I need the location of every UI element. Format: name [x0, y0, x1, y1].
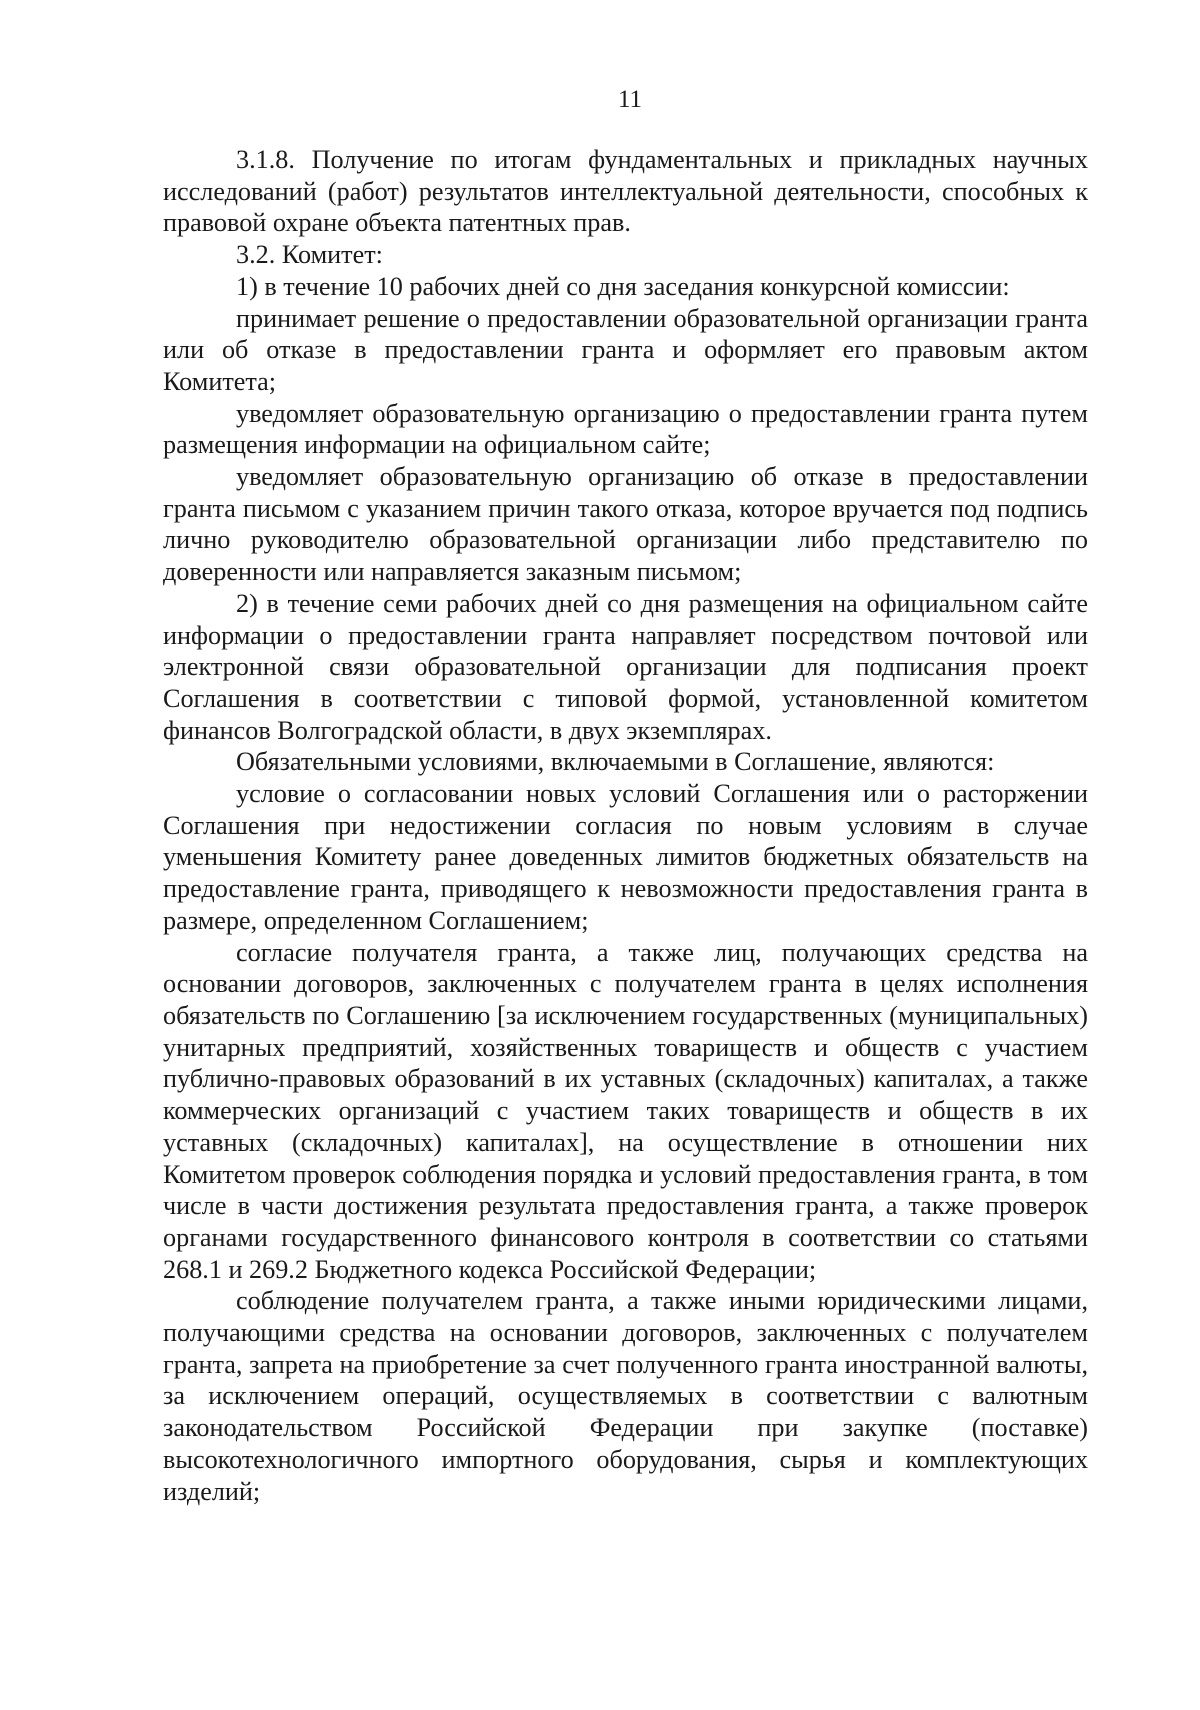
document-body	[163, 144, 1088, 1507]
paragraph-notify-grant: уведомляет образовательную организацию о предоставлении гранта путем размещения информации на официальном сайте;	[163, 398, 1088, 460]
paragraph-condition-consent: согласие получателя гранта, а также лиц, получающих средства на основании договоров, заключенных с получателем гранта в целях исполнения обязательств по Соглашению [за исключением государственных (муниципальных) унитарных предприятий, хозяйственных товариществ и обществ с участием публично-правовых образований в их уставных (складочных) капиталах, а также коммерческих организаций с участием таких товариществ и обществ в их уставных (складочных) капиталах], на осуществление в отношении них Комитетом проверок соблюдения порядка и условий предоставления гранта, в том числе в части достижения результата предоставления гранта, а также проверок органами государственного финансового контроля в соответствии со статьями 268.1 и 269.2 Бюджетного кодекса Российской Федерации;	[163, 937, 1088, 1284]
paragraph-item-2: 2) в течение семи рабочих дней со дня размещения на официальном сайте информации о предоставлении гранта направляет посредством почтовой или электронной связи образовательной организации для подписания проект Соглашения в соответствии с типовой формой, установленной комитетом финансов Волгоградской области, в двух экземплярах.	[163, 588, 1088, 745]
paragraph-item-1: 1) в течение 10 рабочих дней со дня заседания конкурсной комиссии:	[236, 271, 1010, 301]
paragraph-mandatory-conditions: Обязательными условиями, включаемыми в Соглашение, являются:	[236, 747, 995, 777]
paragraph-condition-currency: соблюдение получателем гранта, а также иными юридическими лицами, получающими средства на основании договоров, заключенных с получателем гранта, запрета на приобретение за счет полученного гранта иностранной валюты, за исключением операций, осуществляемых в соответствии с валютным законодательством Российской Федерации при закупке (поставке) высокотехнологичного импортного оборудования, сырья и комплектующих изделий;	[163, 1286, 1088, 1506]
paragraph-3-1-8: 3.1.8. Получение по итогам фундаментальных и прикладных научных исследований (работ) результатов интеллектуальной деятельности, способных к правовой охране объекта патентных прав.	[163, 145, 1088, 238]
paragraph-decision: принимает решение о предоставлении образовательной организации гранта или об отказе в предоставлении гранта и оформляет его правовым актом Комитета;	[163, 303, 1088, 396]
paragraph-condition-renegotiation: условие о согласовании новых условий Соглашения или о расторжении Соглашения при недостижении согласия по новым условиям в случае уменьшения Комитету ранее доведенных лимитов бюджетных обязательств на предоставление гранта, приводящего к невозможности предоставления гранта в размере, определенном Соглашением;	[163, 779, 1088, 935]
page-number: 11	[617, 86, 643, 113]
paragraph-3-2: 3.2. Комитет:	[236, 240, 383, 270]
paragraph-notify-refusal: уведомляет образовательную организацию об отказе в предоставлении гранта письмом с указанием причин такого отказа, которое вручается под подпись лично руководителю образовательной организации либо представителю по доверенности или направляется заказным письмом;	[163, 462, 1088, 587]
